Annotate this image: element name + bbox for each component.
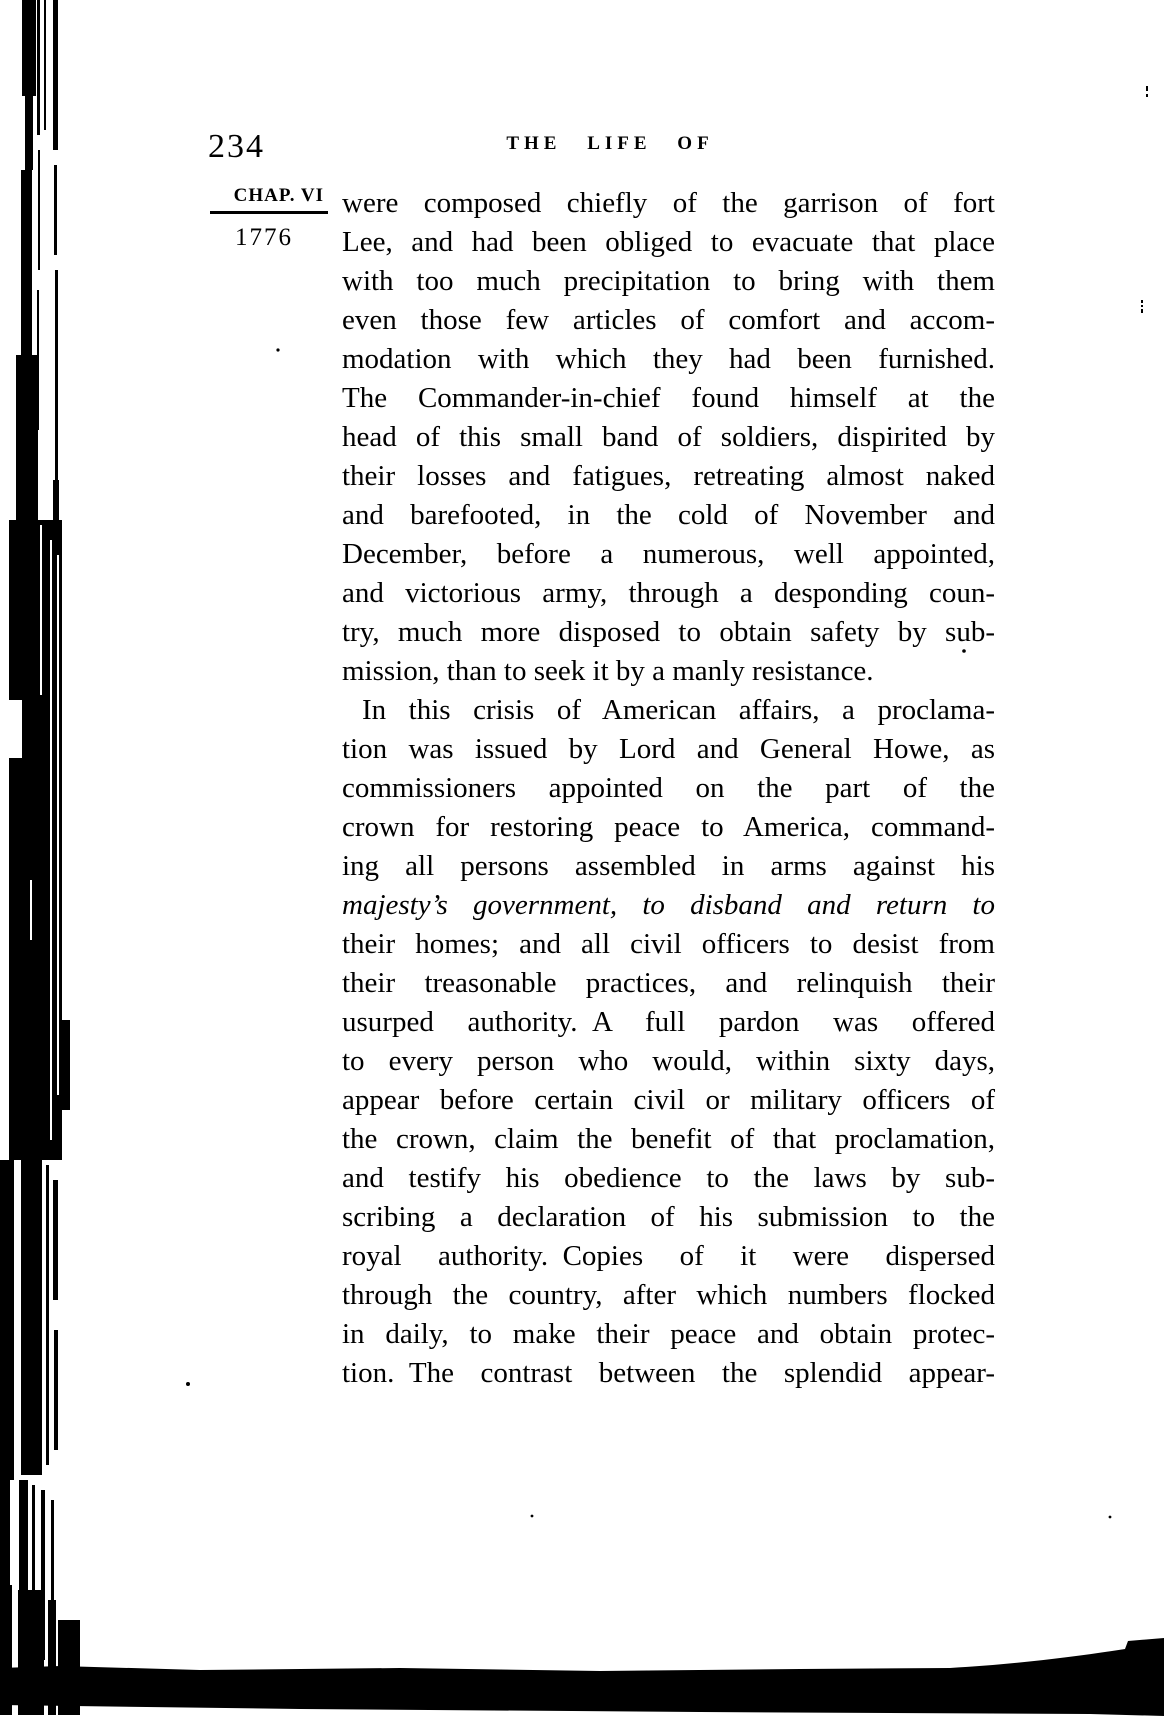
page-number: 234 bbox=[208, 128, 265, 165]
text-line: December, before a numerous, well appointed, bbox=[342, 538, 995, 570]
margin-notes bbox=[198, 185, 330, 252]
text-line: their treasonable practices, and relinquish their bbox=[342, 967, 995, 999]
text-line: ing all persons assembled in arms against his bbox=[342, 850, 995, 882]
text-line: even those few articles of comfort and accom- bbox=[342, 304, 995, 336]
text-line: and victorious army, through a desponding coun- bbox=[342, 577, 995, 609]
text-line: try, much more disposed to obtain safety by sub- bbox=[342, 616, 995, 648]
text-line: majesty’s government, to disband and return to bbox=[342, 889, 995, 921]
body-text bbox=[342, 184, 995, 1393]
text-line: usurped authority. A full pardon was offered bbox=[342, 1006, 995, 1038]
text-line: The Commander-in-chief found himself at the bbox=[342, 382, 995, 414]
margin-chapter-label: CHAP. VI bbox=[233, 185, 324, 206]
text-line: appear before certain civil or military officers of bbox=[342, 1084, 995, 1116]
running-head: THE LIFE OF bbox=[506, 133, 714, 154]
margin-rule bbox=[210, 211, 328, 214]
text-line: their losses and fatigues, retreating almost naked bbox=[342, 460, 995, 492]
text-line: their homes; and all civil officers to desist from bbox=[342, 928, 995, 960]
text-line: to every person who would, within sixty days, bbox=[342, 1045, 995, 1077]
text-line: tion. The contrast between the splendid appear- bbox=[342, 1357, 995, 1389]
text-line: through the country, after which numbers flocked bbox=[342, 1279, 995, 1311]
text-line: mission, than to seek it by a manly resistance. bbox=[342, 655, 874, 687]
text-line: Lee, and had been obliged to evacuate that place bbox=[342, 226, 995, 258]
text-line: In this crisis of American affairs, a proclama- bbox=[362, 694, 995, 726]
text-line: were composed chiefly of the garrison of fort bbox=[342, 187, 995, 219]
margin-year-label: 1776 bbox=[235, 224, 293, 251]
text-line: tion was issued by Lord and General Howe, as bbox=[342, 733, 995, 765]
binding-shadow-gaps bbox=[9, 525, 59, 1478]
text-line: the crown, claim the benefit of that proclamation, bbox=[342, 1123, 995, 1155]
text-line: commissioners appointed on the part of the bbox=[342, 772, 995, 804]
text-line: crown for restoring peace to America, command- bbox=[342, 811, 995, 843]
text-line: and barefooted, in the cold of November and bbox=[342, 499, 995, 531]
text-line: head of this small band of soldiers, dispirited by bbox=[342, 421, 995, 453]
binding-shadow-left bbox=[0, 0, 80, 1715]
scanner-band-bottom bbox=[0, 1638, 1164, 1716]
text-line: scribing a declaration of his submission to the bbox=[342, 1201, 995, 1233]
text-line: modation with which they had been furnished. bbox=[342, 343, 995, 375]
text-line: in daily, to make their peace and obtain protec- bbox=[342, 1318, 995, 1350]
text-line: with too much precipitation to bring with them bbox=[342, 265, 995, 297]
text-line: and testify his obedience to the laws by sub- bbox=[342, 1162, 995, 1194]
text-line: royal authority. Copies of it were dispersed bbox=[342, 1240, 995, 1272]
